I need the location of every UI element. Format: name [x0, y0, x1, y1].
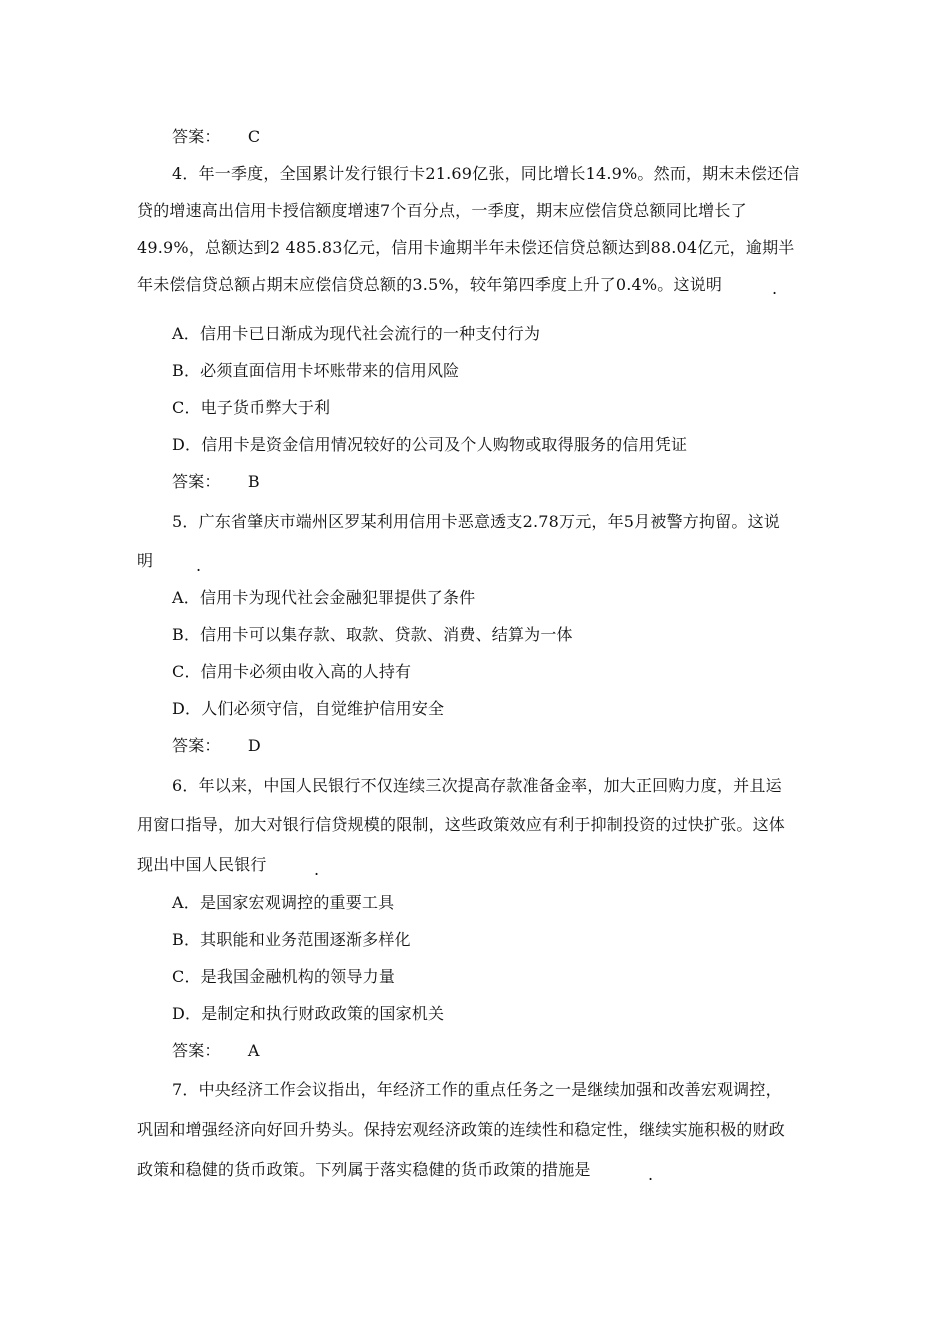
question-6-line-1: 6．年以来，中国人民银行不仅连续三次提高存款准备金率，加大正回购力度，并且运: [172, 776, 782, 795]
question-6-option-c: C．是我国金融机构的领导力量: [172, 967, 396, 986]
question-6-option-a: A．是国家宏观调控的重要工具: [172, 893, 395, 912]
answer-value: C: [247, 127, 261, 146]
question-7-blank-dot: .: [648, 1165, 654, 1184]
question-5-option-b: B．信用卡可以集存款、取款、贷款、消费、结算为一体: [172, 625, 573, 644]
question-5-line-2: 明: [137, 551, 154, 570]
question-6-option-b: B．其职能和业务范围逐渐多样化: [172, 930, 411, 949]
question-7-line-1: 7．中央经济工作会议指出，年经济工作的重点任务之一是继续加强和改善宏观调控，: [172, 1080, 782, 1099]
question-4-option-a: A．信用卡已日渐成为现代社会流行的一种支付行为: [172, 324, 541, 343]
answer-value: D: [247, 736, 261, 755]
question-4-option-c: C．电子货币弊大于利: [172, 398, 331, 417]
question-4-blank-dot: .: [772, 279, 778, 298]
question-6-line-3: 现出中国人民银行: [137, 855, 267, 874]
answer-label: 答案：: [172, 1041, 221, 1060]
answer-4: [172, 472, 260, 492]
answer-label: 答案：: [172, 736, 221, 755]
question-6-option-d: D．是制定和执行财政政策的国家机关: [172, 1004, 445, 1023]
question-5-line-1: 5．广东省肇庆市端州区罗某利用信用卡恶意透支2.78万元，年5月被警方拘留。这说: [172, 512, 780, 531]
question-5-option-c: C．信用卡必须由收入高的人持有: [172, 662, 412, 681]
question-4-line-3: 49.9%，总额达到2 485.83亿元，信用卡逾期半年未偿还信贷总额达到88.04亿元，逾期半: [137, 238, 795, 257]
question-5-option-a: A．信用卡为现代社会金融犯罪提供了条件: [172, 588, 476, 607]
question-4-line-2: 贷的增速高出信用卡授信额度增速7个百分点，一季度，期末应偿信贷总额同比增长了: [137, 201, 747, 220]
question-5-blank-dot: .: [196, 556, 202, 575]
question-7-line-2: 巩固和增强经济向好回升势头。保持宏观经济政策的连续性和稳定性，继续实施积极的财政: [137, 1120, 786, 1139]
question-6-blank-dot: .: [314, 860, 320, 879]
question-5-option-d: D．人们必须守信，自觉维护信用安全: [172, 699, 445, 718]
answer-label: 答案：: [172, 472, 221, 491]
answer-value: B: [247, 472, 260, 491]
question-4-option-b: B．必须直面信用卡坏账带来的信用风险: [172, 361, 460, 380]
answer-5: [172, 736, 261, 756]
question-6-line-2: 用窗口指导，加大对银行信贷规模的限制，这些政策效应有利于抑制投资的过快扩张。这体: [137, 815, 786, 834]
question-4-line-1: 4．年一季度，全国累计发行银行卡21.69亿张，同比增长14.9%。然而，期末未偿还信: [172, 164, 800, 183]
answer-6: [172, 1041, 260, 1061]
question-4-option-d: D．信用卡是资金信用情况较好的公司及个人购物或取得服务的信用凭证: [172, 435, 688, 454]
answer-value: A: [247, 1041, 260, 1060]
question-7-line-3: 政策和稳健的货币政策。下列属于落实稳健的货币政策的措施是: [137, 1160, 591, 1179]
question-4-line-4: 年未偿信贷总额占期末应偿信贷总额的3.5%，较年第四季度上升了0.4%。这说明: [137, 275, 723, 294]
answer-3: [172, 127, 260, 147]
answer-label: 答案：: [172, 127, 221, 146]
